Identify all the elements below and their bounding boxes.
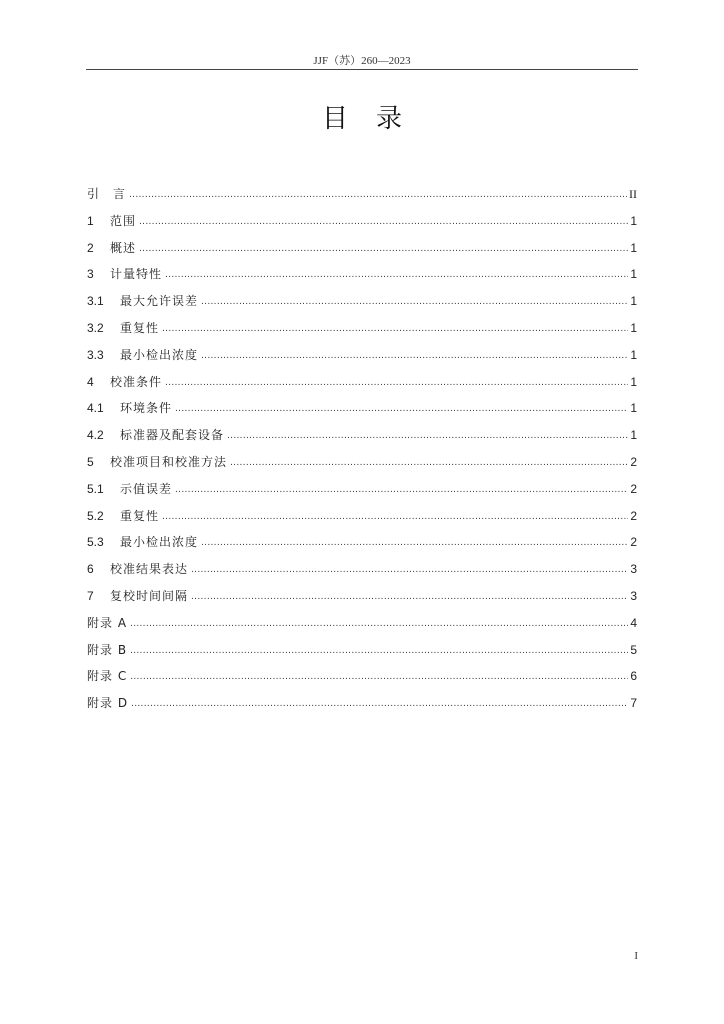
toc-entry[interactable] (87, 690, 637, 717)
toc-entry-number: 3 (87, 267, 94, 282)
toc-entry-label: 附录 B (87, 642, 128, 657)
toc-entry[interactable] (87, 288, 637, 315)
toc-entry-number: 5.3 (87, 535, 104, 550)
toc-entry[interactable] (87, 476, 637, 503)
toc-entry-label: 最小检出浓度 (120, 347, 199, 362)
toc-entry[interactable] (87, 529, 637, 556)
toc-entry-label: 最大允许误差 (120, 294, 199, 309)
toc-entry-page: 4 (630, 615, 637, 630)
toc-entry-label: 范围 (110, 213, 137, 228)
toc-entry-page: 6 (630, 669, 637, 684)
toc-dot-leader (191, 557, 628, 584)
toc-entry-number: 3.2 (87, 320, 104, 335)
toc-entry-page: 2 (630, 481, 637, 496)
page-title: 目录 (321, 104, 430, 134)
toc-entry-label: 校准结果表达 (110, 562, 189, 577)
toc-entry-page: 1 (630, 267, 637, 282)
toc-entry-number: 3.3 (87, 347, 104, 362)
toc-dot-leader (130, 611, 628, 638)
toc-entry[interactable] (87, 556, 637, 583)
toc-dot-leader (165, 370, 628, 397)
toc-entry-page: 3 (630, 562, 637, 577)
toc-entry-page: 1 (630, 213, 637, 228)
toc-entry-page: 2 (630, 454, 637, 469)
toc-entry-number: 7 (87, 588, 94, 603)
toc-entry-number: 5.2 (87, 508, 104, 523)
toc-entry[interactable] (87, 181, 637, 208)
table-of-contents (87, 181, 637, 717)
toc-entry[interactable] (87, 663, 637, 690)
toc-entry-number: 2 (87, 240, 94, 255)
toc-entry[interactable] (87, 395, 637, 422)
toc-entry-label: 环境条件 (120, 401, 173, 416)
toc-dot-leader (131, 691, 628, 718)
toc-entry-number: 3.1 (87, 294, 104, 309)
toc-entry[interactable] (87, 449, 637, 476)
toc-entry-page: 3 (630, 588, 637, 603)
toc-entry[interactable] (87, 583, 637, 610)
toc-dot-leader (129, 182, 627, 209)
toc-dot-leader (201, 343, 628, 370)
toc-entry-number: 1 (87, 213, 94, 228)
toc-entry-page: 5 (630, 642, 637, 657)
toc-entry-label: 计量特性 (110, 267, 163, 282)
toc-dot-leader (130, 638, 628, 665)
toc-entry[interactable] (87, 369, 637, 396)
toc-dot-leader (227, 423, 628, 450)
header-divider (86, 69, 638, 70)
toc-entry-label: 引 言 (87, 187, 127, 201)
toc-dot-leader (175, 477, 628, 504)
toc-dot-leader (201, 289, 628, 316)
toc-entry-label: 示值误差 (120, 481, 173, 496)
toc-dot-leader (130, 664, 628, 691)
toc-entry[interactable] (87, 235, 637, 262)
toc-entry-label: 重复性 (120, 320, 160, 335)
toc-entry-page: 1 (630, 240, 637, 255)
toc-entry[interactable] (87, 610, 637, 637)
page-number: I (634, 950, 638, 962)
toc-dot-leader (230, 450, 628, 477)
toc-entry[interactable] (87, 422, 637, 449)
toc-entry-page: 1 (630, 320, 637, 335)
toc-dot-leader (162, 504, 628, 531)
toc-dot-leader (201, 530, 628, 557)
toc-entry-number: 5.1 (87, 481, 104, 496)
toc-dot-leader (162, 316, 628, 343)
toc-dot-leader (191, 584, 628, 611)
toc-entry-label: 附录 A (87, 615, 128, 630)
toc-entry-number: 5 (87, 454, 94, 469)
toc-entry-number: 4.1 (87, 401, 104, 416)
toc-entry-label: 重复性 (120, 508, 160, 523)
toc-dot-leader (139, 209, 628, 236)
toc-entry-page: 1 (630, 401, 637, 416)
running-header: JJF（苏）260—2023 (313, 55, 411, 67)
toc-entry[interactable] (87, 342, 637, 369)
toc-entry[interactable] (87, 315, 637, 342)
toc-entry-page: 2 (630, 508, 637, 523)
toc-entry-number: 4 (87, 374, 94, 389)
toc-entry-page: 1 (630, 374, 637, 389)
toc-dot-leader (139, 236, 628, 263)
toc-entry-page: 2 (630, 535, 637, 550)
toc-entry-page: 7 (630, 696, 637, 711)
toc-entry-page: II (629, 187, 637, 201)
toc-dot-leader (165, 262, 628, 289)
toc-entry-label: 附录 C (87, 669, 128, 684)
toc-entry-page: 1 (630, 428, 637, 443)
toc-dot-leader (175, 396, 628, 423)
toc-entry-page: 1 (630, 347, 637, 362)
toc-entry-number: 4.2 (87, 428, 104, 443)
toc-entry[interactable] (87, 637, 637, 664)
toc-entry[interactable] (87, 261, 637, 288)
toc-entry-label: 附录 D (87, 696, 129, 711)
toc-entry[interactable] (87, 208, 637, 235)
toc-entry-label: 校准条件 (110, 374, 163, 389)
toc-entry-label: 校准项目和校准方法 (110, 454, 228, 469)
toc-entry-number: 6 (87, 562, 94, 577)
toc-entry-label: 标准器及配套设备 (120, 428, 225, 443)
toc-entry-label: 复校时间间隔 (110, 588, 189, 603)
toc-entry-label: 概述 (110, 240, 137, 255)
toc-entry-page: 1 (630, 294, 637, 309)
toc-entry-label: 最小检出浓度 (120, 535, 199, 550)
toc-entry[interactable] (87, 503, 637, 530)
